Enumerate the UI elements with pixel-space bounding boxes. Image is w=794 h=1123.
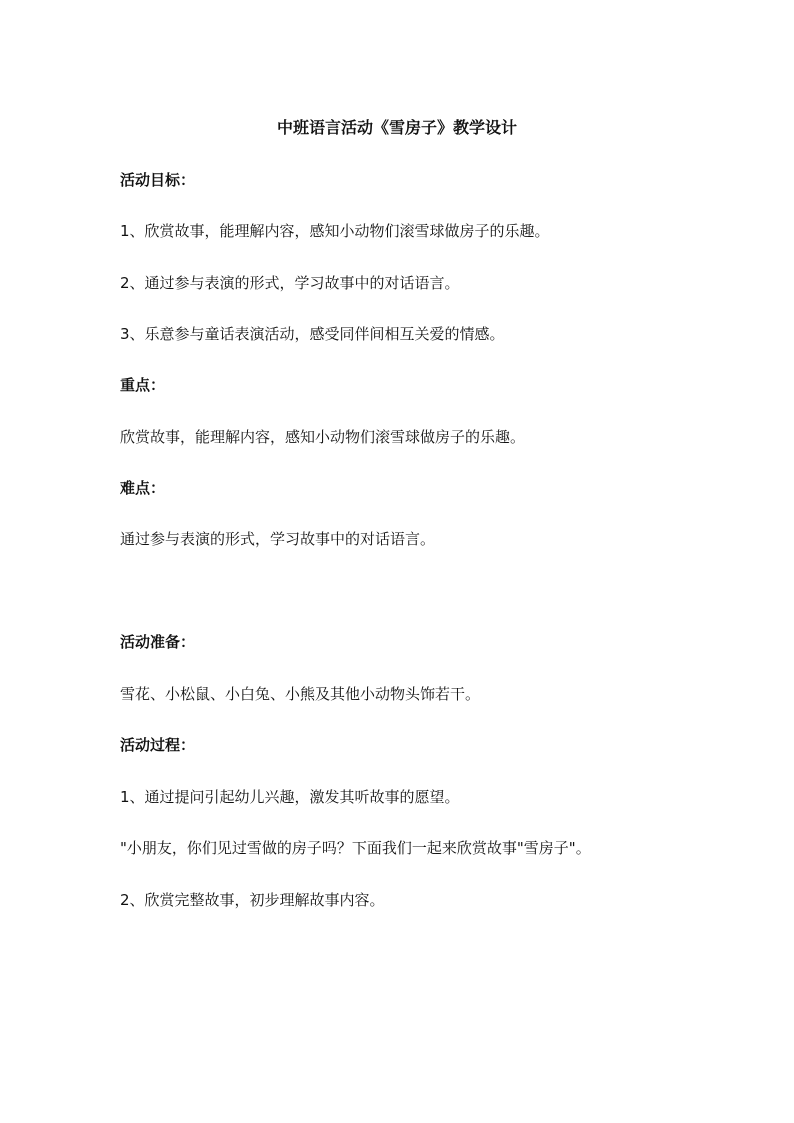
preparation-heading: 活动准备： bbox=[120, 633, 196, 651]
goals-heading: 活动目标： bbox=[120, 171, 196, 189]
goal-item-1: 1、欣赏故事，能理解内容，感知小动物们滚雪球做房子的乐趣。 bbox=[120, 222, 550, 240]
difficulty-heading: 难点： bbox=[120, 479, 166, 497]
key-point-text: 欣赏故事，能理解内容，感知小动物们滚雪球做房子的乐趣。 bbox=[120, 428, 526, 446]
process-step-1: 1、通过提问引起幼儿兴趣，激发其听故事的愿望。 bbox=[120, 788, 460, 806]
goal-item-2: 2、通过参与表演的形式，学习故事中的对话语言。 bbox=[120, 274, 460, 292]
document-title: 中班语言活动《雪房子》教学设计 bbox=[276, 118, 517, 137]
process-quote: "小朋友，你们见过雪做的房子吗？下面我们一起来欣赏故事"雪房子"。 bbox=[120, 839, 591, 857]
process-heading: 活动过程： bbox=[120, 736, 196, 754]
preparation-text: 雪花、小松鼠、小白兔、小熊及其他小动物头饰若干。 bbox=[120, 685, 481, 703]
process-step-2: 2、欣赏完整故事，初步理解故事内容。 bbox=[120, 891, 385, 909]
difficulty-text: 通过参与表演的形式，学习故事中的对话语言。 bbox=[120, 530, 436, 548]
key-point-heading: 重点： bbox=[120, 376, 166, 394]
goal-item-3: 3、乐意参与童话表演活动，感受同伴间相互关爱的情感。 bbox=[120, 325, 505, 343]
